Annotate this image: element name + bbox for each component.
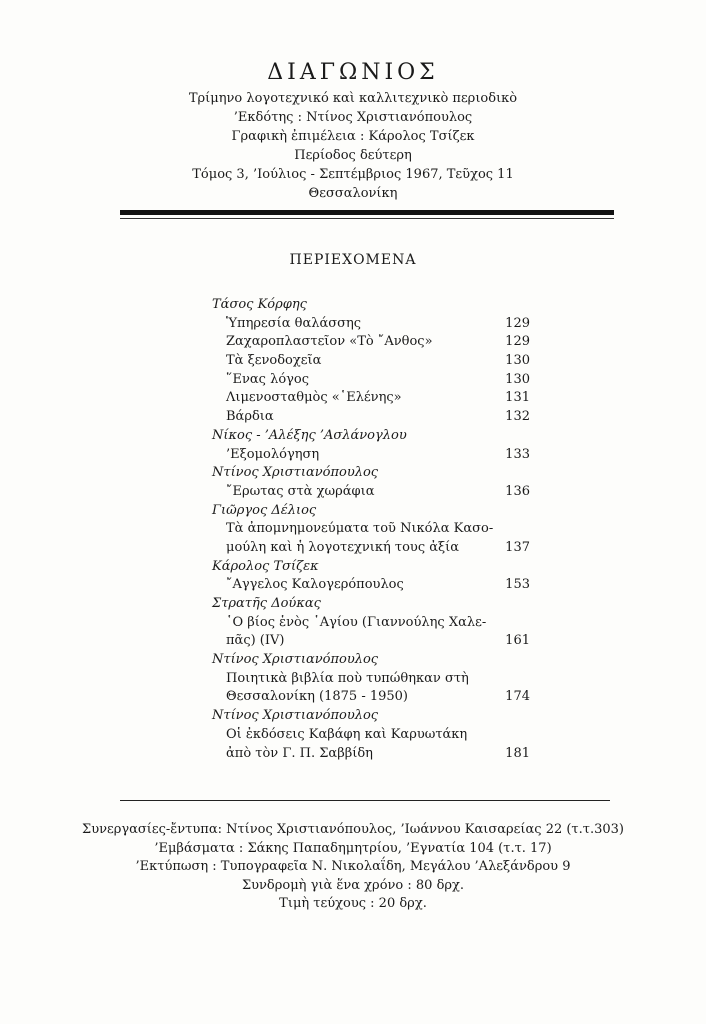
masthead [0,60,706,203]
toc-entry-title: μούλη καὶ ἡ λογοτεχνική τους ἀξία [226,539,460,555]
toc-page-number: 130 [505,371,530,387]
contents-heading: ΠΕΡΙΕΧΟΜΕΝΑ [289,252,417,268]
issue-line: Τόμος 3, ’Ιούλιος - Σεπτέμβριος 1967, Τεῦχος 11 [192,167,514,182]
toc-author [212,296,530,315]
journal-subtitle: Τρίμηνο λογοτεχνικό καὶ καλλιτεχνικὸ περιοδικὸ [188,91,518,106]
toc-author-name: Γιῶργος Δέλιος [212,502,317,518]
toc-entry-title: ῎Ερωτας στὰ χωράφια [226,483,375,499]
toc-author [212,707,530,726]
toc-entry [212,520,530,539]
graphic-editor-line: Γραφικὴ ἐπιμέλεια : Κάρολος Τσίζεκ [231,129,475,144]
colophon-price: Τιμὴ τεύχους : 20 δρχ. [279,896,427,911]
toc-page-number: 136 [505,483,530,499]
journal-title: ΔΙΑΓΩΝΙΟΣ [267,60,439,85]
toc-entry-title: Τὰ ἀπομνημονεύματα τοῦ Νικόλα Κασο- [226,521,494,537]
toc-entry-title: Θεσσαλονίκη (1875 - 1950) [226,689,408,705]
colophon-printing: ’Εκτύπωση : Τυπογραφεῖα Ν. Νικολαΐδη, Μεγάλου ’Αλεξάνδρου 9 [135,859,571,874]
toc-entry-title: Ζαχαροπλαστεῖον «Τὸ ῎Ανθος» [226,334,433,350]
toc-page-number: 174 [505,689,530,705]
city-line: Θεσσαλονίκη [308,186,398,201]
toc-page-number: 129 [505,334,530,350]
toc-entry [212,371,530,390]
toc-entry [212,389,530,408]
toc-entry [212,483,530,502]
toc-entry [212,576,530,595]
header-thick-rule [120,210,614,215]
footer-rule [120,800,610,801]
toc-entry-title: Λιμενοσταθμὸς «῾Ελένης» [226,390,402,406]
toc-entry [212,670,530,689]
toc-author [212,595,530,614]
toc-entry-title: Βάρδια [226,409,274,425]
toc-author-name: Τάσος Κόρφης [212,297,307,312]
toc-entry-title: ῞Ενας λόγος [226,371,310,387]
toc-entry [212,688,530,707]
toc-page-number: 181 [505,745,530,761]
toc-page-number: 161 [505,633,530,649]
toc-author [212,464,530,483]
toc-author-name: Νίκος - ’Αλέξης ’Ασλάνογλου [212,427,407,443]
toc-entry [212,745,530,764]
toc-entry-title: πᾶς) (IV) [226,633,285,649]
publisher-line: ’Εκδότης : Ντίνος Χριστιανόπουλος [233,110,473,125]
toc-page-number: 130 [505,353,530,369]
toc-author-name: Ντίνος Χριστιανόπουλος [212,652,379,668]
toc-entry [212,632,530,651]
table-of-contents [212,296,530,763]
toc-author [212,651,530,670]
period-line: Περίοδος δεύτερη [294,148,412,163]
toc-entry-title: ἀπὸ τὸν Γ. Π. Σαββίδη [226,745,373,761]
toc-entry [212,539,530,558]
toc-page-number: 137 [505,539,530,555]
toc-author-name: Ντίνος Χριστιανόπουλος [212,465,379,481]
toc-page-number: 132 [505,409,530,425]
colophon-remittances: ’Εμβάσματα : Σάκης Παπαδημητρίου, ’Εγνατία 104 (τ.τ. 17) [154,840,552,856]
toc-author [212,502,530,521]
toc-author-name: Ντίνος Χριστιανόπουλος [212,708,379,724]
toc-entry [212,408,530,427]
colophon [0,821,706,914]
toc-entry [212,614,530,633]
toc-entry-title: ’Εξομολόγηση [226,446,320,462]
toc-page-number: 131 [505,390,530,406]
toc-page-number: 129 [505,315,530,331]
toc-entry [212,315,530,334]
toc-author [212,558,530,577]
toc-entry [212,446,530,465]
colophon-contributions: Συνεργασίες-ἔντυπα: Ντίνος Χριστιανόπουλος, ’Ιωάννου Καισαρείας 22 (τ.τ.303) [82,822,624,837]
header-thin-rule [120,218,614,219]
colophon-subscription: Συνδρομὴ γιὰ ἕνα χρόνο : 80 δρχ. [241,877,465,893]
toc-author [212,427,530,446]
toc-entry-title: ῾Ο βίος ἑνὸς ῾Αγίου (Γιαννούλης Χαλε- [226,614,487,630]
toc-author-name: Κάρολος Τσίζεκ [212,558,319,574]
toc-entry-title: Ποιητικὰ βιβλία ποὺ τυπώθηκαν στὴ [226,670,469,686]
toc-entry [212,352,530,371]
toc-entry-title: Οἱ ἐκδόσεις Καβάφη καὶ Καρυωτάκη [226,726,468,742]
toc-entry [212,333,530,352]
toc-entry-title: Τὰ ξενοδοχεῖα [226,353,322,369]
toc-entry-title: Ὑπηρεσία θαλάσσης [226,315,362,331]
toc-page-number: 153 [505,577,530,593]
toc-page-number: 133 [505,446,530,462]
toc-author-name: Στρατῆς Δούκας [212,596,321,611]
toc-entry-title: ῎Αγγελος Καλογερόπουλος [226,577,404,593]
toc-entry [212,726,530,745]
